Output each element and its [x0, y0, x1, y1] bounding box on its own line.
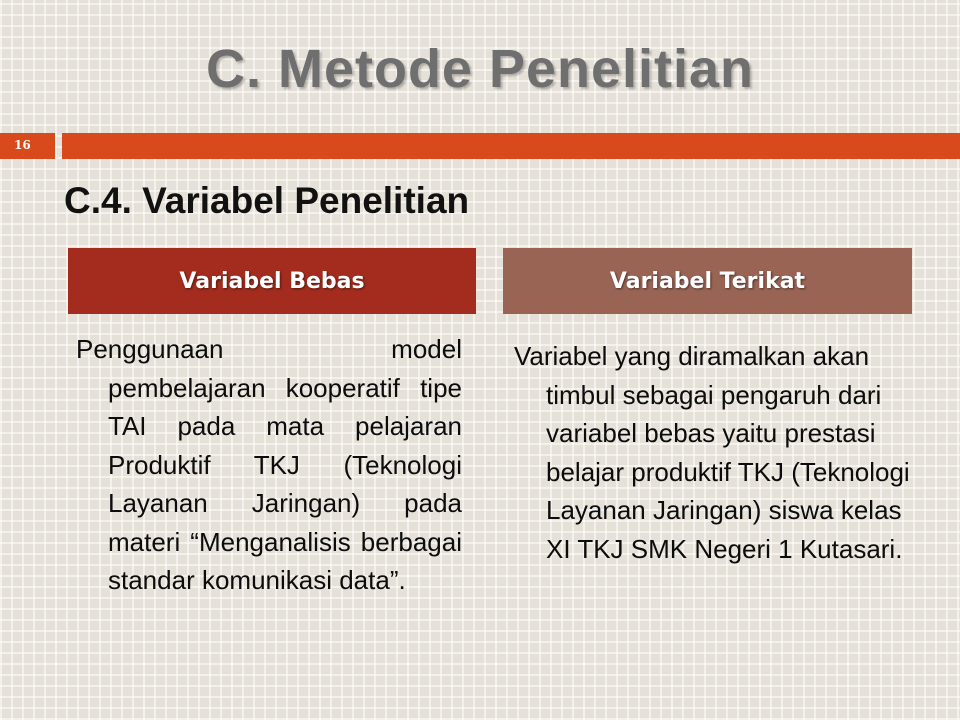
section-subtitle: C.4. Variabel Penelitian	[64, 180, 470, 221]
header-label-bebas: Variabel Bebas	[179, 268, 365, 294]
body-variabel-terikat: Variabel yang diramalkan akan timbul sebagai pengaruh dari variabel bebas yaitu prestasi belajar produktif TKJ (Teknologi Layanan Jaringan) siswa kelas XI TKJ SMK Negeri 1 Kutasari.	[514, 341, 910, 564]
header-variabel-bebas	[68, 248, 476, 314]
page-number: 16	[14, 138, 31, 152]
accent-bar	[62, 133, 960, 159]
header-variabel-terikat	[503, 248, 912, 314]
header-label-terikat: Variabel Terikat	[609, 268, 806, 294]
body-variabel-bebas: Penggunaan model pembelajaran kooperatif tipe TAI pada mata pelajaran Produktif TKJ (Teknologi Layanan Jaringan) pada materi “Menganalisis berbagai standar komunikasi data”.	[76, 334, 462, 595]
slide-title: C. Metode Penelitian	[205, 39, 755, 99]
